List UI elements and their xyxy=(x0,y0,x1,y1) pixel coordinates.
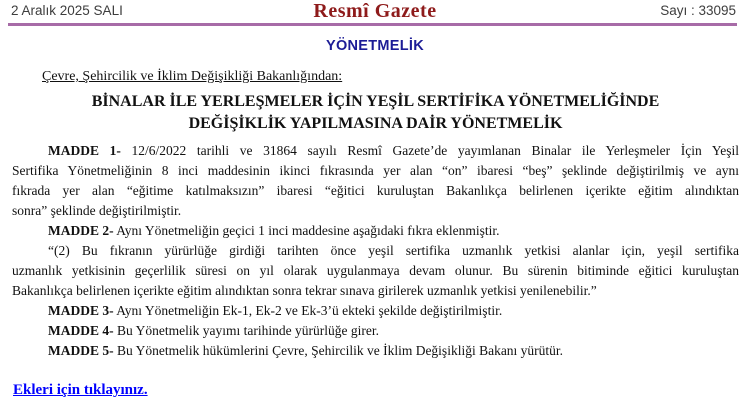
body-line: MADDE 3- Aynı Yönetmeliğin Ek-1, Ek-2 ve Ek-3’ü ekteki şekilde değiştirilmiştir. xyxy=(48,303,503,318)
body-line: fıkrada yer alan “eğitime katılmaksızın” ibaresi “eğitici kuruluştan Bakanlıkça belirlenen içerikte eğitim alındıktan xyxy=(12,183,739,198)
gazette-date: 2 Aralık 2025 SALI xyxy=(11,3,123,18)
body-paragraphs xyxy=(12,141,739,361)
body-line: uzmanlık yetkisinin geçerlilik süresi on yıl olarak uygulanmaya devam olunur. Bu sürenin bitiminde eğitici kuruluştan xyxy=(12,263,739,278)
body-line: Bakanlıkça belirlenen içerikte eğitim alındıktan sonra tekrar sınava girilerek uzmanlık yetkisi yenilenebilir.” xyxy=(12,283,597,298)
attachment-link-row xyxy=(12,381,739,399)
header-divider-rule xyxy=(8,23,737,26)
section-heading: YÖNETMELİK xyxy=(325,38,425,54)
ministry-line: Çevre, Şehircilik ve İklim Değişikliği Bakanlığından: xyxy=(42,69,343,84)
gazette-header xyxy=(0,0,750,23)
body-line: MADDE 4- Bu Yönetmelik yayımı tarihinde yürürlüğe girer. xyxy=(48,323,379,338)
body-line: sonra” şeklinde değiştirilmiştir. xyxy=(12,203,182,218)
document-content xyxy=(0,68,750,399)
body-line: MADDE 1- 12/6/2022 tarihli ve 31864 sayılı Resmî Gazete’de yayımlanan Binalar ile Yerleşmeler İçin Yeşil xyxy=(48,143,739,158)
regulation-title xyxy=(12,91,739,135)
gazette-masthead: Resmî Gazete xyxy=(313,0,437,22)
attachments-link[interactable]: Ekleri için tıklayınız. xyxy=(13,382,148,398)
regulation-title-line-1: BİNALAR İLE YERLEŞMELER İÇİN YEŞİL SERTİFİKA YÖNETMELİĞİNDE xyxy=(91,93,660,110)
body-line: MADDE 2- Aynı Yönetmeliğin geçici 1 inci maddesine aşağıdaki fıkra eklenmiştir. xyxy=(48,223,500,238)
body-line: “(2) Bu fıkranın yürürlüğe girdiği tarihten önce yeşil sertifika uzmanlık yetkisi alanlar için, yeşil sertifika xyxy=(48,243,739,258)
gazette-issue-number: Sayı : 33095 xyxy=(660,3,736,18)
body-line: MADDE 5- Bu Yönetmelik hükümlerini Çevre, Şehircilik ve İklim Değişikliği Bakanı yürütür. xyxy=(48,343,564,358)
regulation-title-line-2: DEĞİŞİKLİK YAPILMASINA DAİR YÖNETMELİK xyxy=(188,115,563,132)
body-line: Sertifika Yönetmeliğinin 8 inci maddesinin ikinci fıkrasında yer alan “on” ibaresi “beş” şeklinde değiştirilmiş ve aynı xyxy=(12,163,739,178)
